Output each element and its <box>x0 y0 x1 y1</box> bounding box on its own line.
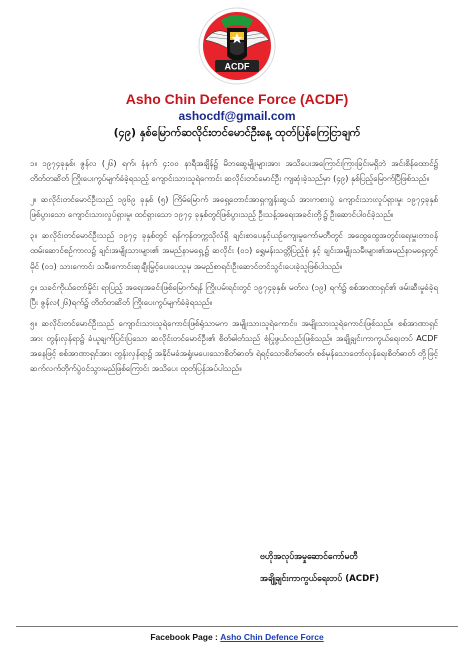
facebook-page-link[interactable]: Asho Chin Defence Force <box>220 632 324 642</box>
paragraph-5: ၅။ ဆလိုင်းတင်မောင်ဦးသည် ကျောင်းသားသူရဲကောင်းဖြစ်ရုံသာမက အမျိုးသားသူရဲကောင်း၊ အမျိုးသားသူရဲကောင်းဖြစ်သည်။ စစ်အာဏာရှင်အား တွန်းလှန်ရာ၌ ခံယူချက်ပြင်းပြသော ဆလိုင်းတင်မောင်ဦး၏ စိတ်ဓါတ်သည် စံပြုဖွယ်လည်းဖြစ်သည်။ အချို့ချင်းကာကွယ်ရေးတပ် ACDF အနေဖြင့် စစ်အာဏာရှင်အား တွန်းလှန်ရာ၌ အနိုင်မခံအရှုံးမပေးသောစိတ်ဓာတ်၊ ရဲရင့်သောစိတ်ဓာတ်၊ စစ်မှန်သောတော်လှန်ရေးစိတ်ဓာတ် တို့ဖြင့် ဆက်လက်တိုက်ပွဲဝင်သွားမည်ဖြစ်ကြောင်း အသိပေး ထုတ်ပြန်အပ်ပါသည်။ <box>30 318 438 374</box>
organization-email[interactable]: ashocdf@gmail.com <box>178 109 296 123</box>
signature-line-1: ဗဟိုအလုပ်အမှုဆောင်ကော်မတီ <box>260 552 358 562</box>
logo-text: ACDF <box>224 61 250 72</box>
signature-block <box>260 546 460 590</box>
paragraph-3: ၃။ ဆလိုင်းတင်မောင်ဦးသည် ၁၉၇၄ ခုနှစ်တွင် ရန်ကုန်တက္ကသိုလ်ရှိ ချင်းစာပေနှင့်ယဉ်ကျေးမှုကော်မတီတွင် အထွေထွေအတွင်းရေးမှူးတာဝန် ထမ်းဆောင်စဉ်ကာလ၌ ချင်းအမျိုးသားများ၏ အမည်နာမရှေ့၌ ဆလိုင်း (၀၁) ရွှေမန်းသတ္တိပြည့်စုံ နှင့် ချင်းအမျိုးသမီးများ၏အမည်နာမရှေ့တွင် မိုင် (၀၁) သားကောင်း သမီးကောင်းဆုချီးမြှင့်ပေးပေသူမှ အမည်စာရင်းဦးဆောင်တင်သွင်းပေးခဲ့သူဖြစ်ပါသည်။ <box>30 231 438 271</box>
footer-divider <box>16 626 458 627</box>
paragraph-2: ၂။ ဆလိုင်းတင်မောင်ဦးသည် ၁၉၆၉ ခုနှစ် (၅) ကြိမ်မြောက် အရှေ့တောင်အာရှကျွန်းဆွယ် အားကစားပွဲ ကျောင်းသားလှုပ်ရှားမှု၊ ၁၉၇၄ခုနှစ်ဖြစ်ပွားသော ကျောင်းသားလှုပ်ရှားမှု၊ ထင်ရှားသော ၁၉၇၄ ခုနှစ်တွင်ဖြစ်ပွားသည့် ဦးသန့်အရေးအခင်းတို့၌ ဦးဆောင်ပါဝင်ခဲ့သည်။ <box>30 195 438 220</box>
paragraph-1: ၁။ ၁၉၇၄ခုနှစ်၊ ဇွန်လ (၂၆) ရက်၊ နံနက် ၄:၀၀ နာရီအချိန်၌ မိဘဆွေမျိုးများအား အသိပေးအကြောင်းကြားခြင်းမရှိဘဲ အင်းစိန်ထောင်၌ တိတ်တဆိတ် ကြိုးပေးကွပ်မျက်ခံခဲ့ရသည့် ကျောင်းသားသူရဲကောင်း ဆလိုင်းတင်မောင်ဦး ကျဆုံးခဲ့သည်မှာ (၄၉) နှစ်ပြည့်မြောက်ပြီဖြစ်သည်။ <box>30 159 438 184</box>
paragraph-4: ၄။ သခင်ကိုယ်တော်မှိုင်း ရာပြည့် အရေးအခင်းဖြစ်မြောက်ရန် ကြိုးပမ်းရင်းတွင် ၁၉၇၄ခုနှစ်၊ မတ်လ (၁၉) ရက်၌ စစ်အာဏာရှင်၏ ဖမ်းဆီးမှုခံခဲ့ရပြီး ဇွန်လ(၂၆)ရက်၌ တိတ်တဆိတ် ကြိုးပေးကွပ်မျက်ခံခဲ့ရသည်။ <box>30 282 438 307</box>
acdf-logo <box>197 6 277 88</box>
footer <box>0 632 474 642</box>
facebook-page-label: Facebook Page : <box>150 632 218 642</box>
document-title: (၄၉) နှစ်မြောက်ဆလိုင်းတင်မောင်ဦးနေ့ ထုတ်ပြန်ကြေငြာချက် <box>113 126 361 139</box>
document-body <box>30 156 438 382</box>
signature-line-2: အချို့ချင်းကာကွယ်ရေးတပ် (ACDF) <box>260 574 380 584</box>
organization-name: Asho Chin Defence Force (ACDF) <box>125 91 349 107</box>
